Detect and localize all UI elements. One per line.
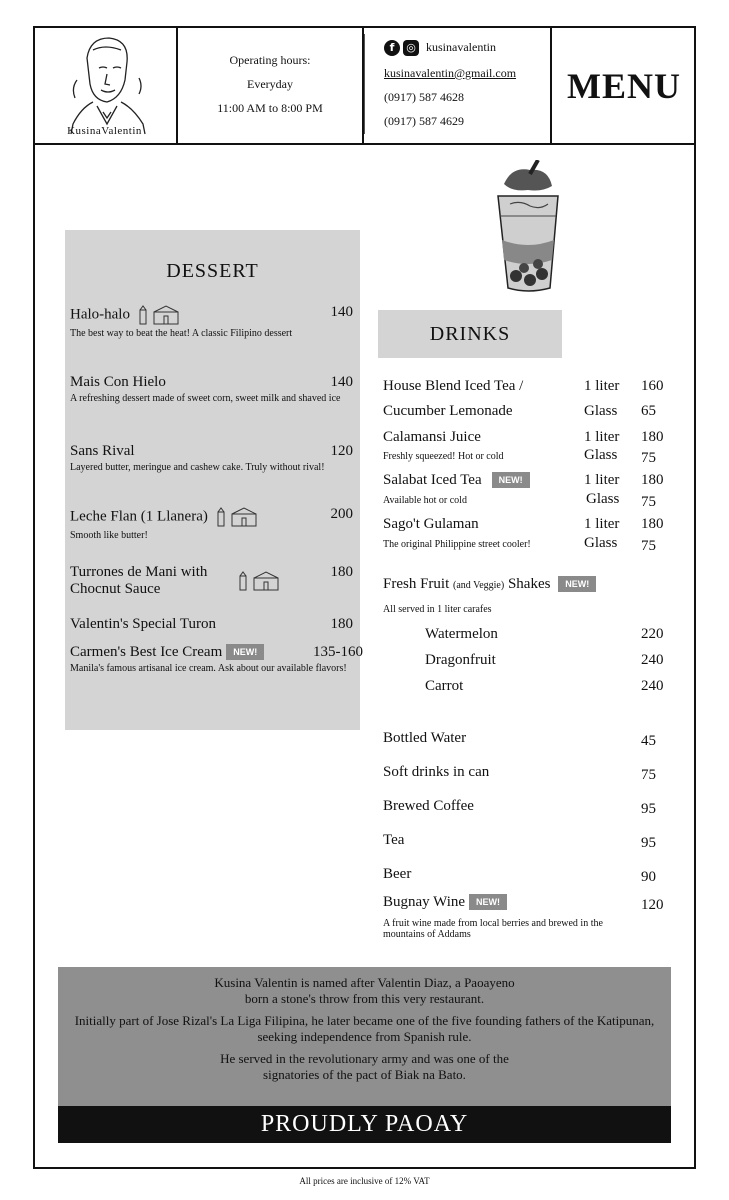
dessert-item xyxy=(70,616,353,633)
drink-name: Beer xyxy=(383,866,412,882)
drink-name: Tea xyxy=(383,832,405,848)
drink-price: 75 xyxy=(641,450,656,466)
new-badge: NEW! xyxy=(469,894,507,910)
drink-name-text: Salabat Iced Tea xyxy=(383,472,482,488)
drink-name-text: Bugnay Wine xyxy=(383,894,466,910)
dessert-desc: Layered butter, meringue and cashew cake. Truly without rival! xyxy=(70,462,325,473)
drink-name: Brewed Coffee xyxy=(383,798,474,814)
drink-unit: Glass xyxy=(584,447,618,463)
drink-price: 95 xyxy=(641,835,656,851)
dessert-desc: Manila's famous artisanal ice cream. Ask about our available flavors! xyxy=(70,663,347,674)
drink-name: Soft drinks in can xyxy=(383,764,490,780)
drink-name: Cucumber Lemonade xyxy=(383,403,513,419)
drinks-title: DRINKS xyxy=(378,310,562,358)
shake-price: 240 xyxy=(641,652,664,668)
divider xyxy=(364,34,365,134)
shake-price: 220 xyxy=(641,626,664,642)
drink-unit: Glass xyxy=(584,403,618,419)
drink-name: Calamansi Juice xyxy=(383,429,481,445)
drink-price: 75 xyxy=(641,767,656,783)
drink-name: Sago't Gulaman xyxy=(383,516,479,532)
drink-name: House Blend Iced Tea / xyxy=(383,378,524,394)
social-row xyxy=(384,40,496,56)
shakes-heading xyxy=(383,576,596,593)
dessert-item xyxy=(70,644,363,675)
drink-price: 180 xyxy=(641,472,664,488)
phone-2: (0917) 587 4629 xyxy=(384,114,464,128)
dessert-desc: Smooth like butter! xyxy=(70,530,148,541)
email-link[interactable]: kusinavalentin@gmail.com xyxy=(384,66,517,80)
proudly-paoay-banner: PROUDLY PAOAY xyxy=(58,1106,671,1143)
drink-unit: Glass xyxy=(586,491,620,507)
drink-price: 95 xyxy=(641,801,656,817)
dessert-price: 140 xyxy=(330,374,353,390)
hours-time: 11:00 AM to 8:00 PM xyxy=(217,101,323,115)
social-handle[interactable]: kusinavalentin xyxy=(426,40,496,54)
about-section xyxy=(58,967,671,1108)
menu-title: MENU xyxy=(567,65,681,106)
dessert-price: 140 xyxy=(330,304,353,320)
dessert-item xyxy=(70,374,353,405)
new-badge: NEW! xyxy=(558,576,596,592)
drink-name xyxy=(383,894,507,911)
drink-price: 45 xyxy=(641,733,656,749)
about-paragraph: He served in the revolutionary army and was one of the signatories of the pact of Biak na Bato. xyxy=(220,1051,509,1082)
shake-name: Carrot xyxy=(425,678,464,694)
dessert-item xyxy=(70,506,353,542)
shakes-a: Fresh Fruit xyxy=(383,576,450,592)
dessert-name: Halo-halo xyxy=(70,306,130,323)
contact-info xyxy=(364,28,552,143)
logo-text: KusinaValentin xyxy=(67,125,142,137)
drink-unit: 1 liter xyxy=(584,378,620,394)
shake-name: Dragonfruit xyxy=(425,652,496,668)
logo xyxy=(35,28,178,143)
drink-price: 180 xyxy=(641,516,664,532)
drink-desc: A fruit wine made from local berries and brewed in the mountains of Addams xyxy=(383,918,603,940)
dessert-name: Carmen's Best Ice Cream xyxy=(70,644,223,660)
church-icon xyxy=(216,506,260,528)
drink-name xyxy=(383,472,530,489)
about-paragraph: Initially part of Jose Rizal's La Liga Filipina, he later became one of the five founding fathers of the Katipunan, seeking independence from Spanish rule. xyxy=(74,1013,655,1044)
hours-title: Operating hours: xyxy=(229,53,311,67)
hours-days: Everyday xyxy=(247,77,293,91)
dessert-price: 180 xyxy=(330,564,353,580)
shakes-c: Shakes xyxy=(507,576,551,592)
church-icon xyxy=(138,304,182,326)
drink-price: 75 xyxy=(641,494,656,510)
shake-price: 240 xyxy=(641,678,664,694)
dessert-name: Sans Rival xyxy=(70,443,135,459)
dessert-price: 135-160 xyxy=(313,644,363,660)
dessert-title: DESSERT xyxy=(166,260,259,282)
dessert-price: 200 xyxy=(330,506,353,522)
drink-price: 180 xyxy=(641,429,664,445)
shake-name: Watermelon xyxy=(425,626,498,642)
drink-unit: 1 liter xyxy=(584,429,620,445)
dessert-name: Turrones de Mani with Chocnut Sauce xyxy=(70,564,208,597)
dessert-name: Mais Con Hielo xyxy=(70,374,166,390)
drink-price: 160 xyxy=(641,378,664,394)
dessert-item xyxy=(70,564,353,598)
dessert-price: 180 xyxy=(330,616,353,632)
operating-hours xyxy=(178,28,364,143)
drink-unit: 1 liter xyxy=(584,516,620,532)
drink-desc: Freshly squeezed! Hot or cold xyxy=(383,451,504,462)
dessert-name: Valentin's Special Turon xyxy=(70,616,217,632)
new-badge: NEW! xyxy=(226,644,264,660)
shakes-desc: All served in 1 liter carafes xyxy=(383,604,492,615)
phone-1: (0917) 587 4628 xyxy=(384,90,464,104)
about-paragraph: Kusina Valentin is named after Valentin Diaz, a Paoayeno born a stone's throw from this very restaurant. xyxy=(214,975,515,1006)
drink-desc: Available hot or cold xyxy=(383,495,467,506)
halo-halo-cup-icon xyxy=(490,160,570,295)
drink-price: 90 xyxy=(641,869,656,885)
drink-unit: Glass xyxy=(584,535,618,551)
instagram-icon[interactable]: ◎ xyxy=(403,40,419,56)
dessert-section xyxy=(65,230,363,730)
dessert-desc: The best way to beat the heat! A classic Filipino dessert xyxy=(70,328,293,339)
dessert-desc: A refreshing dessert made of sweet corn, sweet milk and shaved ice xyxy=(70,393,341,404)
drink-price: 75 xyxy=(641,538,656,554)
shakes-b: (and Veggie) xyxy=(453,580,505,591)
drink-price: 120 xyxy=(641,897,664,913)
drink-price: 65 xyxy=(641,403,656,419)
drink-desc: The original Philippine street cooler! xyxy=(383,539,531,550)
dessert-price: 120 xyxy=(330,443,353,459)
church-icon xyxy=(238,570,282,592)
header xyxy=(33,26,696,145)
new-badge: NEW! xyxy=(492,472,530,488)
drink-unit: 1 liter xyxy=(584,472,620,488)
vat-note: All prices are inclusive of 12% VAT xyxy=(299,1176,430,1186)
drink-name: Bottled Water xyxy=(383,730,467,746)
dessert-name: Leche Flan (1 Llanera) xyxy=(70,508,208,525)
dessert-item xyxy=(70,443,353,474)
facebook-icon[interactable]: f xyxy=(384,40,400,56)
dessert-item xyxy=(70,304,353,340)
